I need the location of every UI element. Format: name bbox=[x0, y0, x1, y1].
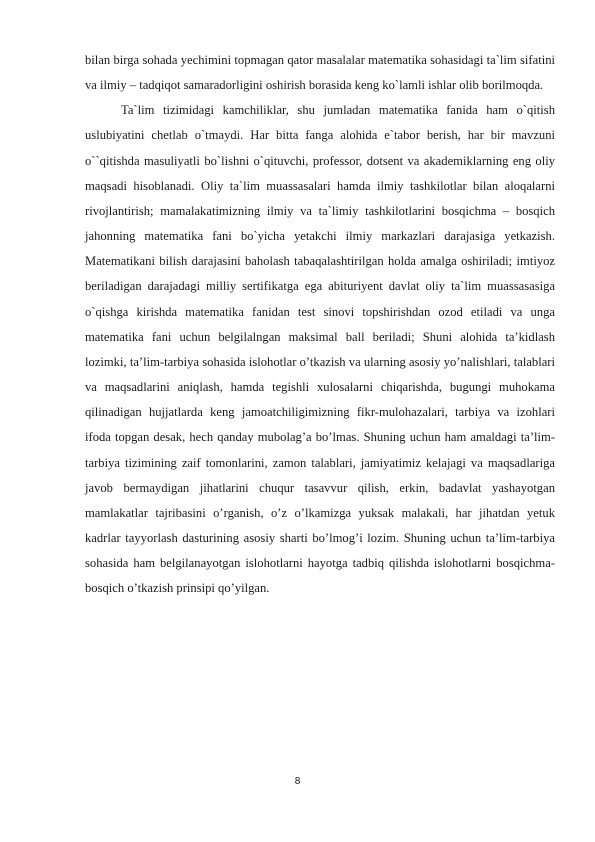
paragraph-continuation: bilan birga sohada yechimini topmagan qator masalalar matematika sohasidagi ta`lim sifatini va ilmiy – tadqiqot samaradorligini oshirish borasida keng ko`lamli ishlar olib borilmoqda. bbox=[85, 53, 555, 93]
paragraph-main: Ta`lim tizimidagi kamchiliklar, shu jumladan matematika fanida ham o`qitish uslubiyatini chetlab o`tmaydi. Har bitta fanga alohida e`tabor berish, har bir mavzuni o``qitishda masuliyatli bo`lishni o`qituvchi, professor, dotsent va akademiklarning eng oliy maqsadi hisoblanadi. Oliy ta`lim muassasalari hamda ilmiy tashkilotlar bilan aloqalarni rivojlantirish; mamalakatimizning ilmiy va ta`limiy tashkilotlarini bosqichma – bosqich jahonning matematika fani bo`yicha yetakchi ilmiy markazlari darajasiga yetkazish. Matematikani bilish darajasini baholash tabaqalashtirilgan holda amalga oshiriladi; imtiyoz beriladigan darajadagi milliy sertifikatga ega abituriyent davlat oliy ta`lim muassasasiga o`qishga kirishda matematika fanidan test sinovi topshirishdan ozod etiladi va unga matematika fani uchun belgilalngan maksimal ball beriladi; Shuni alohida ta’kidlash lozimki, ta’lim-tarbiya sohasida islohotlar o’tkazish va ularning asosiy yo’nalishlari, talablari va maqsadlarini aniqlash, hamda tegishli xulosalarni chiqarishda, bugungi muhokama qilinadigan hujjatlarda keng jamoatchiligimizning fikr-mulohazalari, tarbiya va izohlari ifoda topgan desak, hech qanday mubolag’a bo’lmas. Shuning uchun ham amaldagi ta’lim-tarbiya tizimining zaif tomonlarini, zamon talablari, jamiyatimiz kelajagi va maqsadlariga javob bermaydigan jihatlarini chuqur tasavvur qilish, erkin, badavlat yashayotgan mamlakatlar tajribasini o’rganish, o’z o’lkamizga yuksak malakali, har jihatdan yetuk kadrlar tayyorlash dasturining asosiy sharti bo’lmog’i lozim. Shuning uchun ta’lim-tarbiya sohasida ham belgilanayotgan islohotlarni hayotga tadbiq qilishda islohotlarni bosqichma-bosqich o’tkazish prinsipi qo’yilgan. bbox=[85, 103, 555, 596]
body-text bbox=[85, 48, 555, 601]
page-number: 8 bbox=[294, 776, 301, 787]
